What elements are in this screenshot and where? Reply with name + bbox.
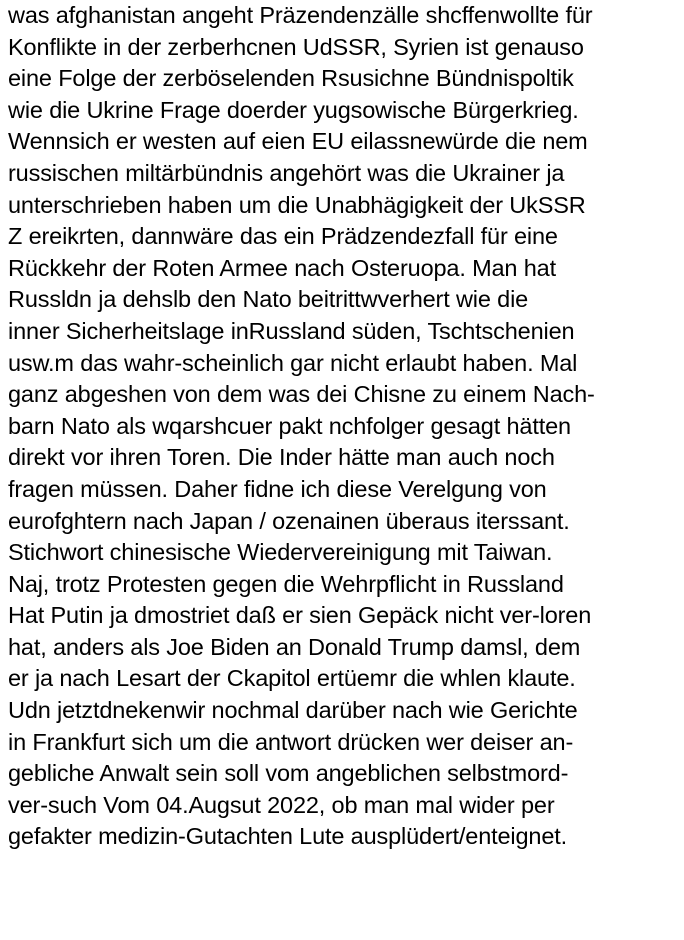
text-line: fragen müssen. Daher fidne ich diese Verelgung von: [8, 475, 547, 502]
text-line: Russldn ja dehslb den Nato beitrittwverhert wie die: [8, 286, 529, 313]
body-text: [8, 0, 680, 853]
text-line: in Frankfurt sich um die antwort drücken wer deiser an-: [8, 728, 574, 755]
text-line: Naj, trotz Protesten gegen die Wehrpflicht in Russland: [8, 570, 564, 597]
text-line: inner Sicherheitslage inRussland süden, Tschtschenien: [8, 317, 575, 344]
text-line: russischen miltärbündnis angehört was die Ukrainer ja: [8, 159, 565, 186]
text-line: Wennsich er westen auf eien EU eilassnewürde die nem: [8, 128, 588, 155]
text-line: Konflikte in der zerberhcnen UdSSR, Syrien ist genauso: [8, 33, 584, 60]
text-line: eine Folge der zerböselenden Rsusichne Bündnispoltik: [8, 65, 574, 92]
text-line: hat, anders als Joe Biden an Donald Trump damsl, dem: [8, 633, 581, 660]
text-line: barn Nato als wqarshcuer pakt nchfolger gesagt hätten: [8, 412, 571, 439]
text-line: ver-such Vom 04.Augsut 2022, ob man mal wider per: [8, 791, 555, 818]
text-line: gebliche Anwalt sein soll vom angeblichen selbstmord-: [8, 760, 569, 787]
text-line: was afghanistan angeht Präzendenzälle shcffenwollte für: [8, 2, 593, 28]
text-line: er ja nach Lesart der Ckapitol ertüemr die whlen klaute.: [8, 665, 576, 692]
text-line: direkt vor ihren Toren. Die Inder hätte man auch noch: [8, 444, 555, 471]
text-line: eurofghtern nach Japan / ozenainen überaus iterssant.: [8, 507, 570, 534]
text-line: wie die Ukrine Frage doerder yugsowische Bürgerkrieg.: [8, 96, 579, 123]
text-line: Rückkehr der Roten Armee nach Osteruopa. Man hat: [8, 254, 556, 281]
text-line: Z ereikrten, dannwäre das ein Prädzendezfall für eine: [8, 223, 558, 250]
text-line: unterschrieben haben um die Unabhägigkeit der UkSSR: [8, 191, 586, 218]
text-line: Stichwort chinesische Wiedervereinigung mit Taiwan.: [8, 539, 553, 566]
text-line: usw.m das wahr-scheinlich gar nicht erlaubt haben. Mal: [8, 349, 578, 376]
text-line: gefakter medizin-Gutachten Lute ausplüdert/enteignet.: [8, 823, 568, 850]
text-line: Hat Putin ja dmostriet daß er sien Gepäck nicht ver-loren: [8, 602, 592, 629]
text-line: Udn jetztdnekenwir nochmal darüber nach wie Gerichte: [8, 697, 578, 724]
text-line: ganz abgeshen von dem was dei Chisne zu einem Nach-: [8, 381, 595, 408]
